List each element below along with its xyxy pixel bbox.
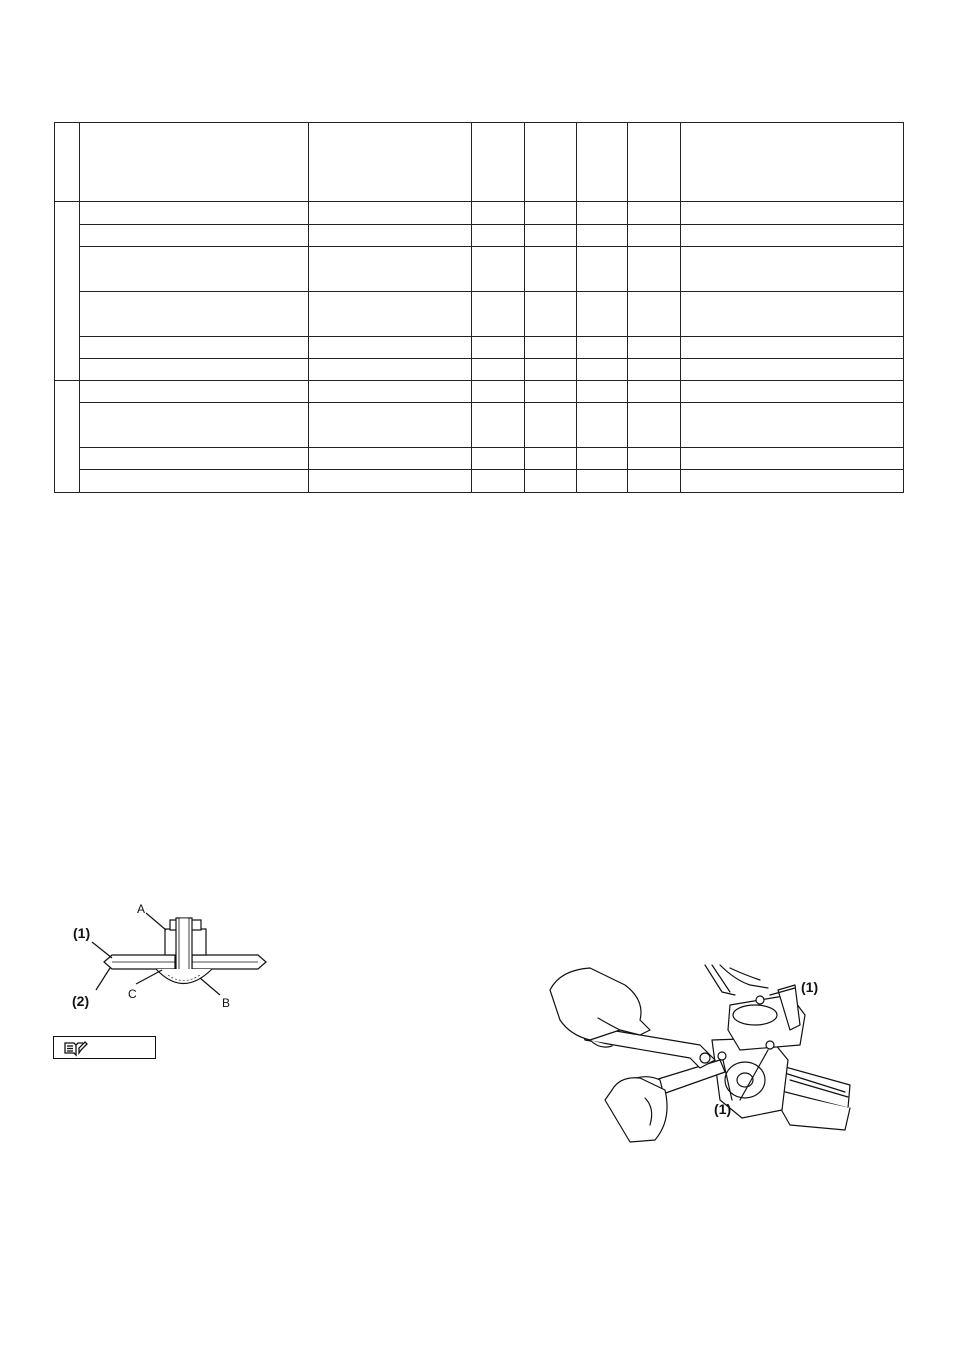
callout-bottom: (1) [714,1101,732,1117]
callout-top: (1) [801,979,819,995]
label-a: A [137,902,146,916]
callout-1: (1) [73,925,91,941]
callout-2: (2) [72,993,90,1009]
label-c: C [128,987,137,1001]
label-b: B [222,996,231,1010]
